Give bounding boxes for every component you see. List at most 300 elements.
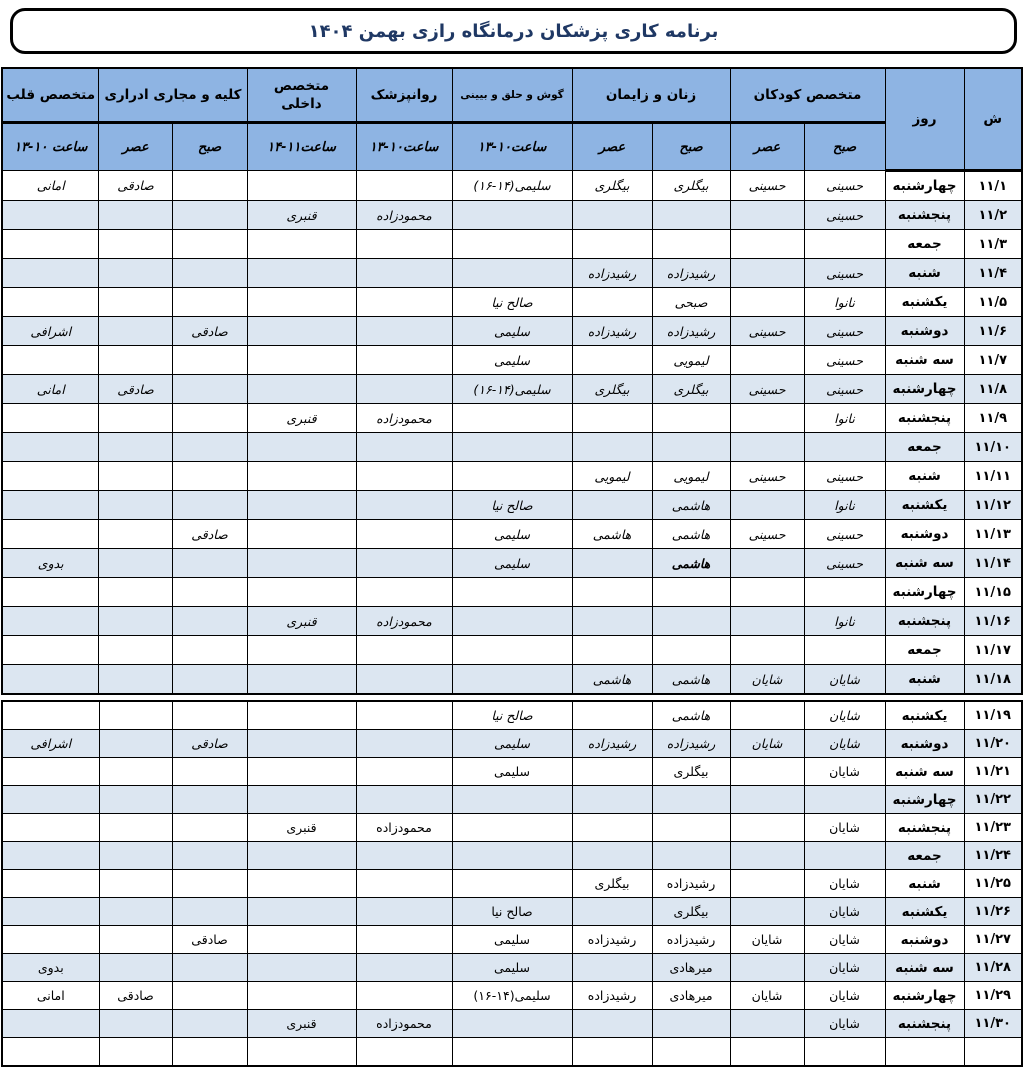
date-cell: ۱۱/۱۴ [964,549,1022,578]
cell-ent-hours [452,230,572,259]
cell-obgyn-morning: لیمویی [652,346,730,375]
cell-urology-evening [99,433,172,462]
cell-psychiatrist-hours [356,288,452,317]
cell-internal-hours [247,870,356,898]
cell-cardiology-hours [2,520,99,549]
day-cell: جمعه [885,433,964,462]
cell-urology-evening [99,665,172,695]
cell-cardiology-hours [2,404,99,433]
cell-urology-evening [99,758,172,786]
cell-obgyn-evening [572,578,652,607]
cell-pediatrics-morning [804,578,885,607]
schedule-row [2,954,1022,982]
cell-ent-hours [452,786,572,814]
cell-internal-hours [247,636,356,665]
col-group-pediatrics-label: متخصص کودکان [753,87,862,103]
cell-internal-hours: قنبری [247,201,356,230]
cell-pediatrics-morning: شایان [804,982,885,1010]
date-cell: ۱۱/۱۶ [964,607,1022,636]
cell-obgyn-morning: رشیدزاده [652,926,730,954]
cell-psychiatrist-hours [356,786,452,814]
cell-obgyn-morning [652,1010,730,1038]
schedule-row [2,171,1022,201]
cell-pediatrics-morning [804,636,885,665]
cell-pediatrics-morning: شایان [804,870,885,898]
schedule-row [2,1038,1022,1067]
col-sub-obgyn-0: صبح [652,123,730,171]
cell-urology-morning [172,701,247,730]
cell-obgyn-evening [572,701,652,730]
cell-obgyn-morning: هاشمی [652,665,730,695]
cell-urology-morning: صادقی [172,520,247,549]
cell-cardiology-hours [2,786,99,814]
date-cell: ۱۱/۱۸ [964,665,1022,695]
cell-pediatrics-morning: شایان [804,898,885,926]
cell-ent-hours: سلیمی [452,926,572,954]
cell-ent-hours [452,1010,572,1038]
cell-cardiology-hours [2,814,99,842]
cell-ent-hours [452,814,572,842]
cell-ent-hours: صالح نیا [452,491,572,520]
cell-urology-morning [172,758,247,786]
day-cell: پنجشنبه [885,1010,964,1038]
schedule-row [2,636,1022,665]
col-sub-cardiology-0: ساعت ۱۰-۱۳ [2,123,99,171]
cell-obgyn-morning [652,433,730,462]
cell-pediatrics-evening: شایان [730,665,804,695]
cell-urology-morning [172,665,247,695]
cell-cardiology-hours [2,201,99,230]
schedule-row [2,786,1022,814]
cell-cardiology-hours [2,870,99,898]
cell-obgyn-evening: رشیدزاده [572,982,652,1010]
cell-obgyn-evening [572,758,652,786]
cell-obgyn-morning: بیگلری [652,375,730,404]
cell-urology-morning [172,982,247,1010]
cell-urology-evening [99,786,172,814]
cell-obgyn-evening [572,786,652,814]
cell-pediatrics-evening: شایان [730,982,804,1010]
cell-pediatrics-morning: شایان [804,1010,885,1038]
cell-psychiatrist-hours: محمودزاده [356,607,452,636]
cell-obgyn-morning [652,786,730,814]
cell-ent-hours: سلیمی(۱۴-۱۶) [452,171,572,201]
schedule-table-section-2 [1,700,1023,1067]
cell-pediatrics-morning: نانوا [804,491,885,520]
cell-urology-evening [99,462,172,491]
cell-obgyn-morning [652,578,730,607]
day-cell: چهارشنبه [885,578,964,607]
page-title [10,8,1017,54]
date-cell: ۱۱/۲ [964,201,1022,230]
cell-obgyn-evening: بیگلری [572,870,652,898]
cell-obgyn-morning: بیگلری [652,758,730,786]
cell-pediatrics-evening: شایان [730,926,804,954]
cell-obgyn-morning [652,607,730,636]
cell-obgyn-evening: هاشمی [572,665,652,695]
cell-urology-evening: صادقی [99,375,172,404]
date-cell: ۱۱/۳ [964,230,1022,259]
col-sub-psychiatrist-0: ساعت۱۰-۱۳ [356,123,452,171]
cell-obgyn-evening [572,491,652,520]
cell-psychiatrist-hours [356,954,452,982]
cell-cardiology-hours [2,607,99,636]
cell-internal-hours [247,259,356,288]
cell-internal-hours: قنبری [247,814,356,842]
date-cell: ۱۱/۷ [964,346,1022,375]
cell-psychiatrist-hours [356,701,452,730]
col-sub-urology-0: صبح [172,123,247,171]
cell-obgyn-evening: بیگلری [572,375,652,404]
date-cell: ۱۱/۱۲ [964,491,1022,520]
schedule-row [2,758,1022,786]
cell-obgyn-evening: رشیدزاده [572,926,652,954]
cell-internal-hours [247,549,356,578]
cell-urology-morning [172,288,247,317]
cell-internal-hours [247,954,356,982]
cell-pediatrics-morning: حسینی [804,375,885,404]
cell-psychiatrist-hours [356,230,452,259]
day-cell: جمعه [885,230,964,259]
cell-ent-hours: سلیمی [452,317,572,346]
col-group-psychiatrist [356,68,452,123]
cell-internal-hours [247,317,356,346]
schedule-row [2,491,1022,520]
cell-obgyn-evening: رشیدزاده [572,259,652,288]
date-cell: ۱۱/۱۹ [964,701,1022,730]
date-cell [964,1038,1022,1067]
schedule-row [2,317,1022,346]
cell-urology-evening [99,317,172,346]
cell-cardiology-hours [2,491,99,520]
cell-pediatrics-evening [730,842,804,870]
cell-obgyn-morning: بیگلری [652,898,730,926]
schedule-row [2,814,1022,842]
cell-cardiology-hours [2,636,99,665]
cell-urology-evening [99,954,172,982]
cell-urology-evening [99,842,172,870]
cell-obgyn-morning [652,201,730,230]
cell-internal-hours [247,491,356,520]
cell-cardiology-hours: امانی [2,375,99,404]
date-cell: ۱۱/۱۱ [964,462,1022,491]
cell-obgyn-evening [572,954,652,982]
cell-pediatrics-evening [730,758,804,786]
cell-pediatrics-evening [730,549,804,578]
cell-obgyn-morning [652,636,730,665]
cell-psychiatrist-hours [356,982,452,1010]
cell-psychiatrist-hours [356,462,452,491]
cell-urology-morning [172,842,247,870]
col-sub-obgyn-1: عصر [572,123,652,171]
schedule-row [2,404,1022,433]
cell-internal-hours [247,462,356,491]
cell-cardiology-hours [2,288,99,317]
col-number-header: ش [964,68,1022,171]
cell-pediatrics-evening: شایان [730,730,804,758]
cell-psychiatrist-hours [356,898,452,926]
cell-urology-evening [99,814,172,842]
cell-internal-hours [247,898,356,926]
cell-pediatrics-evening [730,1010,804,1038]
cell-urology-morning: صادقی [172,730,247,758]
header-sub-row [2,123,1022,171]
cell-pediatrics-morning: شایان [804,926,885,954]
schedule-row [2,982,1022,1010]
cell-urology-morning [172,433,247,462]
cell-pediatrics-morning: حسینی [804,462,885,491]
cell-urology-morning [172,462,247,491]
cell-obgyn-evening: رشیدزاده [572,730,652,758]
cell-urology-evening [99,201,172,230]
date-cell: ۱۱/۲۷ [964,926,1022,954]
cell-pediatrics-evening [730,201,804,230]
cell-obgyn-morning: میرهادی [652,954,730,982]
schedule-row [2,578,1022,607]
cell-urology-morning [172,607,247,636]
cell-internal-hours [247,288,356,317]
cell-pediatrics-morning: شایان [804,730,885,758]
day-cell: پنجشنبه [885,201,964,230]
cell-internal-hours [247,171,356,201]
cell-pediatrics-evening [730,578,804,607]
cell-internal-hours [247,842,356,870]
schedule-row [2,842,1022,870]
date-cell: ۱۱/۱۳ [964,520,1022,549]
cell-urology-evening [99,549,172,578]
cell-urology-evening [99,636,172,665]
cell-cardiology-hours: بدوی [2,954,99,982]
schedule-row [2,462,1022,491]
cell-urology-evening [99,730,172,758]
cell-cardiology-hours [2,665,99,695]
cell-pediatrics-morning: حسینی [804,346,885,375]
cell-obgyn-morning: رشیدزاده [652,317,730,346]
date-cell: ۱۱/۱۷ [964,636,1022,665]
schedule-row [2,433,1022,462]
cell-psychiatrist-hours [356,1038,452,1067]
cell-pediatrics-evening [730,607,804,636]
cell-pediatrics-morning: نانوا [804,288,885,317]
col-group-internal-label: متخصص داخلی [273,77,330,112]
cell-ent-hours: سلیمی [452,346,572,375]
cell-pediatrics-morning: حسینی [804,549,885,578]
cell-urology-morning [172,259,247,288]
cell-psychiatrist-hours [356,842,452,870]
schedule-row [2,701,1022,730]
col-day-header: روز [885,68,964,171]
cell-obgyn-evening [572,201,652,230]
cell-psychiatrist-hours [356,346,452,375]
cell-cardiology-hours [2,433,99,462]
cell-obgyn-evening: لیمویی [572,462,652,491]
cell-obgyn-evening: رشیدزاده [572,317,652,346]
cell-obgyn-evening [572,404,652,433]
cell-internal-hours: قنبری [247,607,356,636]
cell-pediatrics-morning: حسینی [804,201,885,230]
cell-cardiology-hours [2,462,99,491]
day-cell: جمعه [885,636,964,665]
day-cell: چهارشنبه [885,786,964,814]
cell-psychiatrist-hours [356,730,452,758]
cell-pediatrics-evening: حسینی [730,171,804,201]
day-cell: شنبه [885,462,964,491]
cell-ent-hours [452,607,572,636]
cell-urology-morning [172,404,247,433]
cell-obgyn-morning: رشیدزاده [652,730,730,758]
cell-ent-hours: سلیمی [452,549,572,578]
cell-cardiology-hours: امانی [2,982,99,1010]
cell-obgyn-morning: بیگلری [652,171,730,201]
date-cell: ۱۱/۱۵ [964,578,1022,607]
day-cell: شنبه [885,259,964,288]
cell-pediatrics-morning [804,786,885,814]
schedule-row [2,926,1022,954]
cell-internal-hours [247,730,356,758]
day-cell: یکشنبه [885,288,964,317]
schedule-row [2,201,1022,230]
cell-urology-evening [99,898,172,926]
cell-pediatrics-evening [730,814,804,842]
cell-psychiatrist-hours [356,926,452,954]
cell-obgyn-evening [572,230,652,259]
cell-obgyn-evening [572,814,652,842]
cell-urology-morning [172,954,247,982]
cell-urology-morning [172,898,247,926]
schedule-row [2,375,1022,404]
cell-ent-hours [452,636,572,665]
cell-obgyn-morning [652,230,730,259]
cell-ent-hours [452,404,572,433]
cell-cardiology-hours [2,898,99,926]
cell-ent-hours: صالح نیا [452,701,572,730]
cell-ent-hours: سلیمی [452,730,572,758]
cell-obgyn-evening [572,842,652,870]
cell-pediatrics-morning [804,230,885,259]
day-cell: شنبه [885,665,964,695]
cell-urology-evening: صادقی [99,171,172,201]
cell-pediatrics-evening: حسینی [730,520,804,549]
cell-pediatrics-morning: حسینی [804,520,885,549]
cell-pediatrics-evening: حسینی [730,462,804,491]
date-cell: ۱۱/۲۸ [964,954,1022,982]
cell-urology-morning [172,786,247,814]
cell-internal-hours [247,926,356,954]
cell-ent-hours: سلیمی(۱۴-۱۶) [452,982,572,1010]
cell-pediatrics-evening [730,701,804,730]
cell-ent-hours [452,870,572,898]
date-cell: ۱۱/۵ [964,288,1022,317]
cell-obgyn-evening [572,898,652,926]
day-cell: دوشنبه [885,317,964,346]
schedule-row [2,898,1022,926]
cell-obgyn-morning: میرهادی [652,982,730,1010]
date-cell: ۱۱/۲۴ [964,842,1022,870]
cell-urology-evening [99,288,172,317]
schedule-row [2,870,1022,898]
date-cell: ۱۱/۲۲ [964,786,1022,814]
cell-ent-hours [452,462,572,491]
day-cell: شنبه [885,870,964,898]
cell-pediatrics-morning [804,433,885,462]
cell-obgyn-morning: هاشمی [652,549,730,578]
day-cell [885,1038,964,1067]
cell-pediatrics-evening [730,786,804,814]
cell-pediatrics-evening [730,433,804,462]
cell-cardiology-hours: اشرافی [2,317,99,346]
cell-internal-hours [247,982,356,1010]
day-cell: چهارشنبه [885,375,964,404]
cell-psychiatrist-hours [356,665,452,695]
cell-ent-hours: سلیمی [452,954,572,982]
cell-urology-evening [99,1010,172,1038]
cell-urology-morning [172,201,247,230]
schedule-header [2,68,1022,171]
day-cell: سه شنبه [885,346,964,375]
cell-ent-hours [452,578,572,607]
day-cell: یکشنبه [885,701,964,730]
cell-pediatrics-morning [804,1038,885,1067]
cell-pediatrics-evening [730,954,804,982]
schedule-row [2,346,1022,375]
cell-pediatrics-evening [730,259,804,288]
cell-urology-morning [172,491,247,520]
cell-psychiatrist-hours [356,491,452,520]
cell-obgyn-morning: لیمویی [652,462,730,491]
col-sub-internal-0: ساعت۱۱-۱۴ [247,123,356,171]
cell-urology-morning [172,578,247,607]
cell-cardiology-hours [2,1010,99,1038]
cell-psychiatrist-hours [356,171,452,201]
date-cell: ۱۱/۱ [964,171,1022,201]
cell-internal-hours [247,520,356,549]
day-cell: یکشنبه [885,898,964,926]
day-cell: یکشنبه [885,491,964,520]
col-group-urology-label: کلیه و مجاری ادراری [104,87,242,103]
cell-pediatrics-morning: شایان [804,758,885,786]
cell-obgyn-evening: بیگلری [572,171,652,201]
col-sub-pediatrics-0: صبح [804,123,885,171]
cell-cardiology-hours [2,701,99,730]
cell-ent-hours: صالح نیا [452,898,572,926]
cell-urology-morning: صادقی [172,317,247,346]
col-sub-urology-1: عصر [99,123,172,171]
cell-internal-hours [247,758,356,786]
cell-urology-evening [99,926,172,954]
day-cell: چهارشنبه [885,171,964,201]
cell-psychiatrist-hours: محمودزاده [356,814,452,842]
day-cell: سه شنبه [885,758,964,786]
schedule-table-section-1 [1,67,1023,695]
cell-obgyn-evening: هاشمی [572,520,652,549]
cell-obgyn-evening [572,1038,652,1067]
date-cell: ۱۱/۱۰ [964,433,1022,462]
cell-psychiatrist-hours [356,317,452,346]
schedule-row [2,730,1022,758]
cell-cardiology-hours [2,259,99,288]
cell-obgyn-evening [572,549,652,578]
cell-pediatrics-evening [730,346,804,375]
date-cell: ۱۱/۲۱ [964,758,1022,786]
day-cell: دوشنبه [885,520,964,549]
date-cell: ۱۱/۶ [964,317,1022,346]
cell-obgyn-morning: هاشمی [652,701,730,730]
cell-ent-hours [452,259,572,288]
col-group-cardiology [2,68,99,123]
cell-internal-hours [247,346,356,375]
cell-pediatrics-evening: حسینی [730,317,804,346]
col-group-psychiatrist-label: روانپزشک [370,87,438,103]
